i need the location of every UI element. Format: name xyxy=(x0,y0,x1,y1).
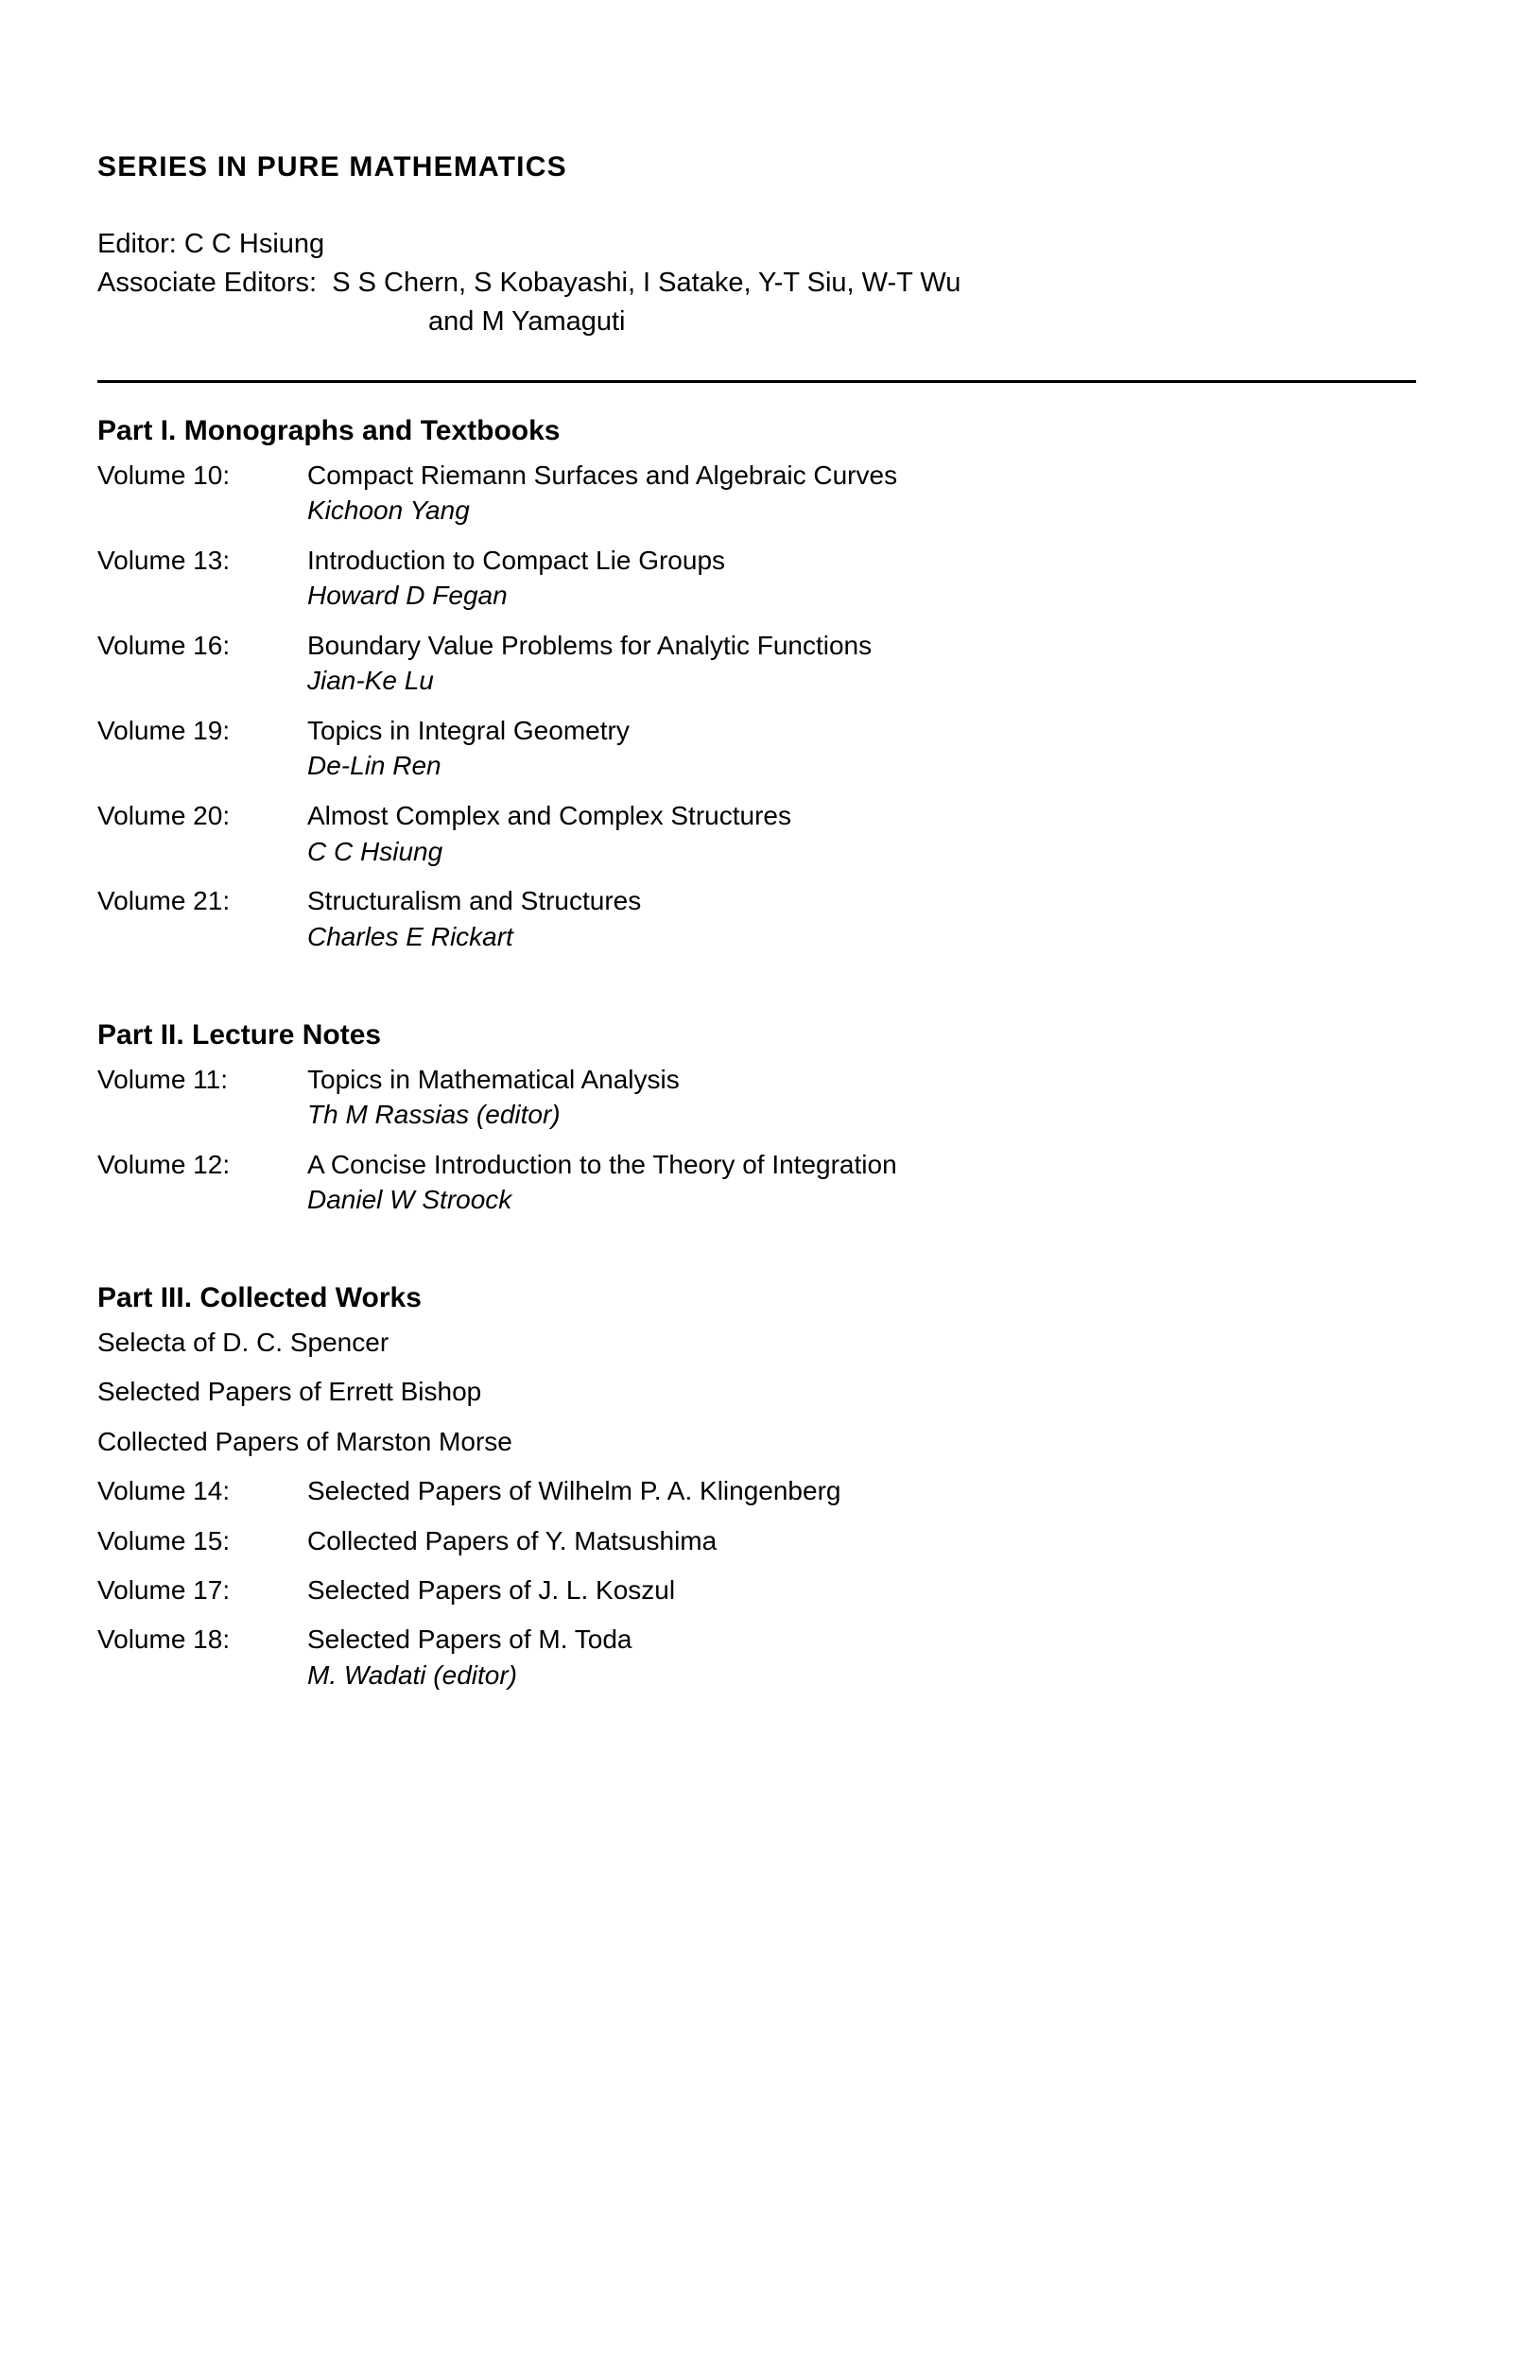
list-item xyxy=(97,1623,1440,1693)
volume-label: Volume 20: xyxy=(97,801,231,831)
list-item xyxy=(97,1148,1440,1218)
part-heading-1: Part I. Monographs and Textbooks xyxy=(97,414,561,446)
list-item xyxy=(97,629,1440,699)
volume-label: Volume 13: xyxy=(97,545,231,575)
volume-label: Volume 10: xyxy=(97,460,231,490)
associate-editors-continuation: and M Yamaguti xyxy=(428,306,626,338)
volume-author: Kichoon Yang xyxy=(307,495,470,525)
horizontal-divider xyxy=(97,380,1416,383)
volume-title: Topics in Mathematical Analysis xyxy=(307,1064,680,1094)
volume-author: Daniel W Stroock xyxy=(307,1185,512,1215)
list-item xyxy=(97,1063,1440,1133)
volume-title: A Concise Introduction to the Theory of Integration xyxy=(307,1149,897,1179)
list-item xyxy=(97,1474,1440,1508)
volume-label: Volume 16: xyxy=(97,630,231,660)
volume-label: Volume 15: xyxy=(97,1525,231,1555)
series-title: SERIES IN PURE MATHEMATICS xyxy=(97,151,567,182)
volume-label: Volume 19: xyxy=(97,716,231,746)
list-item xyxy=(97,799,1440,869)
volume-author: Charles E Rickart xyxy=(307,921,513,951)
volume-author: Th M Rassias (editor) xyxy=(307,1100,561,1130)
volume-title: Selected Papers of M. Toda xyxy=(307,1624,632,1655)
volume-label: Volume 21: xyxy=(97,886,231,916)
list-item xyxy=(97,1524,1440,1558)
page-content xyxy=(97,151,1440,1709)
volume-author: Jian-Ke Lu xyxy=(307,666,434,696)
volume-author: Howard D Fegan xyxy=(307,581,508,611)
volume-title: Selected Papers of J. L. Koszul xyxy=(307,1574,676,1605)
volume-title: Selected Papers of Wilhelm P. A. Klingenberg xyxy=(307,1476,841,1506)
volume-title: Boundary Value Problems for Analytic Functions xyxy=(307,630,873,660)
volume-label: Volume 11: xyxy=(97,1064,229,1094)
associate-editors-line: Associate Editors: S S Chern, S Kobayashi, I Satake, Y-T Siu, W-T Wu xyxy=(97,268,961,299)
list-item: Collected Papers of Marston Morse xyxy=(97,1426,512,1456)
volume-label: Volume 18: xyxy=(97,1624,231,1655)
volume-title: Collected Papers of Y. Matsushima xyxy=(307,1525,718,1555)
part-heading-2: Part II. Lecture Notes xyxy=(97,1018,382,1051)
volume-title: Almost Complex and Complex Structures xyxy=(307,801,791,831)
list-item: Selecta of D. C. Spencer xyxy=(97,1328,389,1358)
volume-author: De-Lin Ren xyxy=(307,751,441,781)
volume-title: Introduction to Compact Lie Groups xyxy=(307,545,726,575)
list-item xyxy=(97,884,1440,954)
editor-line: Editor: C C Hsiung xyxy=(97,229,325,259)
list-item xyxy=(97,714,1440,784)
list-item xyxy=(97,459,1440,529)
volume-label: Volume 12: xyxy=(97,1149,231,1179)
volume-label: Volume 17: xyxy=(97,1574,231,1605)
list-item xyxy=(97,1573,1440,1607)
volume-label: Volume 14: xyxy=(97,1476,231,1506)
volume-author: C C Hsiung xyxy=(307,836,443,866)
list-item: Selected Papers of Errett Bishop xyxy=(97,1377,482,1407)
volume-title: Structuralism and Structures xyxy=(307,886,642,916)
part-heading-3: Part III. Collected Works xyxy=(97,1282,422,1314)
volume-title: Compact Riemann Surfaces and Algebraic Curves xyxy=(307,460,898,490)
volume-author: M. Wadati (editor) xyxy=(307,1659,517,1690)
list-item xyxy=(97,544,1440,614)
volume-title: Topics in Integral Geometry xyxy=(307,716,630,746)
